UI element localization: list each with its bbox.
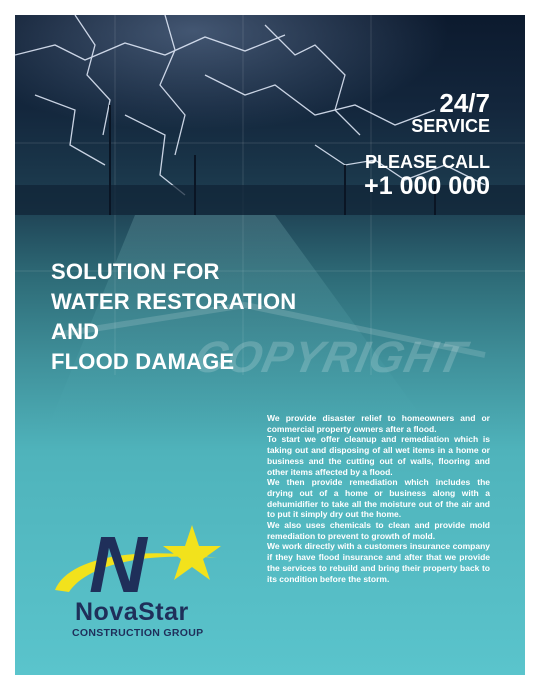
body-paragraph: We also uses chemicals to clean and provide mold remediation to prevent to growth of mold.: [267, 520, 490, 541]
headline-line: WATER RESTORATION: [51, 289, 297, 314]
headline-line: SOLUTION FOR: [51, 259, 220, 284]
body-paragraph: To start we offer cleanup and remediation which is taking out and disposing of all wet items in a home or business and the cutting out of walls, flooring and other items affected by a flood.: [267, 434, 490, 477]
copyright-watermark: COPYRIGHT: [189, 333, 471, 382]
flyer: [15, 15, 525, 675]
novastar-logo: [47, 520, 247, 600]
headline: [51, 257, 296, 377]
logo-name: NovaStar: [75, 598, 189, 626]
headline-line: FLOOD DAMAGE: [51, 349, 235, 374]
phone-number[interactable]: +1 000 000: [364, 172, 490, 200]
call-label: PLEASE CALL: [364, 152, 490, 172]
logo-letter: N: [89, 520, 147, 600]
body-paragraph: We then provide remediation which includes the drying out of a home or business along with a dehumidifier to take all the moisture out of the air and to put it simply dry out the home.: [267, 477, 490, 520]
body-paragraph: We provide disaster relief to homeowners and or commercial property owners after a flood.: [267, 413, 490, 434]
logo-tagline: CONSTRUCTION GROUP: [72, 627, 204, 639]
service-label: SERVICE: [411, 116, 490, 136]
body-text: [267, 413, 490, 584]
service-block: [364, 90, 490, 200]
headline-line: AND: [51, 319, 100, 344]
body-paragraph: We work directly with a customers insurance company if they have flood insurance and after that we provide the services to rebuild and bring their property back to its condition before the storm.: [267, 541, 490, 584]
star-icon: [163, 525, 221, 580]
service-hours: 24/7: [439, 88, 490, 118]
